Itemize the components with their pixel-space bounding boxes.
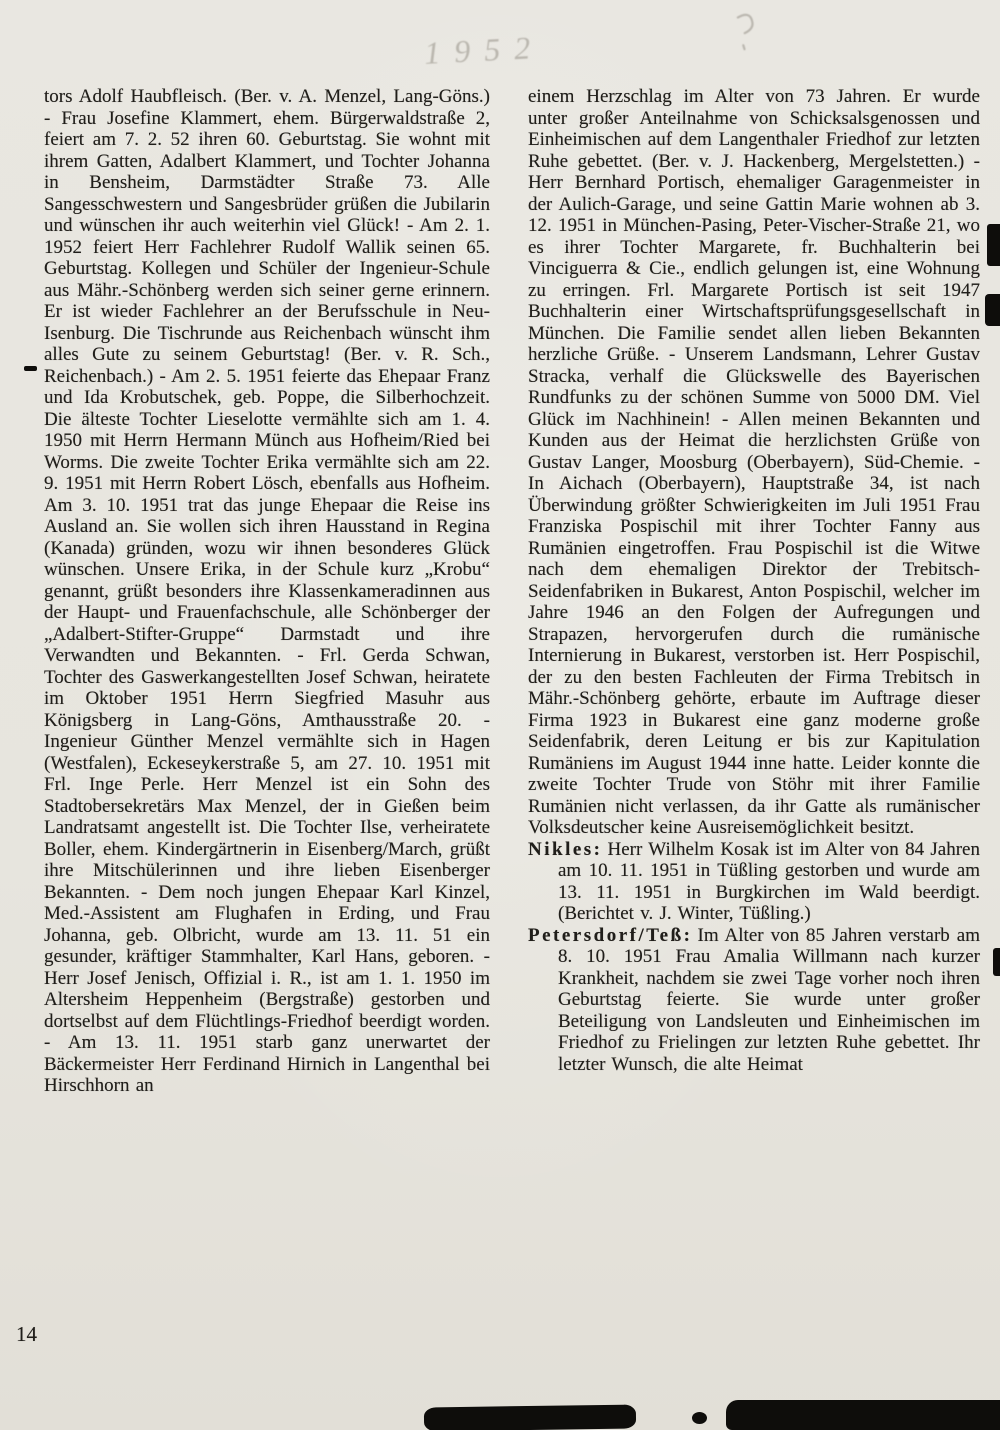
scan-artifact-left-dash (24, 366, 37, 371)
entry-nikles-label: Nikles: (528, 838, 603, 860)
entry-nikles-text: Herr Wilhelm Kosak ist im Alter von 84 Jahren am 10. 11. 1951 in Tüßling gestorben und wurde am 13. 11. 1951 in Burgkirchen im Wald beerdigt. (Berichtet v. J. Winter, Tüßling.) (558, 838, 980, 924)
left-column (44, 86, 490, 1097)
entry-petersdorf (528, 925, 980, 1076)
right-column (528, 86, 980, 1097)
page-number: 14 (16, 1322, 37, 1346)
scan-artifact-bottom-dot (692, 1412, 707, 1424)
scan-artifact-right-top (987, 224, 1000, 266)
entry-petersdorf-text: Im Alter von 85 Jahren verstarb am 8. 10. 1951 Frau Amalia Willmann nach kurzer Krankheit, nachdem sie zwei Tage vorher noch ihren Geburtstag feierte. Sie wurde unter großer Beteiligung von Landsleuten und Einheimischen im Friedhof zu Frielingen zur letzten Ruhe gebettet. Ihr letzter Wunsch, die alte Heimat (558, 924, 980, 1075)
scan-artifact-bottom-right (726, 1400, 1000, 1430)
entry-nikles (528, 839, 980, 925)
handwritten-mark: 1952 (423, 28, 546, 71)
obituary-text-left: tors Adolf Haubfleisch. (Ber. v. A. Menzel, Lang-Göns.) - Frau Josefine Klammert, ehem. Bürgerwaldstraße 2, feiert am 7. 2. 52 ihren 60. Geburtstag. Sie wohnt mit ihrem Gatten, Adalbert Klammert, und Tochter Johanna in Bensheim, Darmstädter Straße 73. Alle Sangesschwestern und Sangesbrüder grüßen die Jubilarin und wünschen ihr auch weiterhin viel Glück! - Am 2. 1. 1952 feiert Herr Fachlehrer Rudolf Wallik seinen 65. Geburtstag. Kollegen und Schüler der Ingenieur-Schule aus Mähr.-Schönberg werden sich seiner gerne erinnern. Er ist wieder Fachlehrer an der Berufsschule in Neu-Isenburg. Die Tischrunde aus Reichenbach wünscht ihm alles Gute zu seinem Geburtstag! (Ber. v. R. Sch., Reichenbach.) - Am 2. 5. 1951 feierte das Ehepaar Franz und Ida Krobutschek, geb. Poppe, die Silberhochzeit. Die älteste Tochter Lieselotte vermählte sich am 1. 4. 1950 mit Herrn Hermann Münch aus Hofheim/Ried bei Worms. Die zweite Tochter Erika vermählte sich am 22. 9. 1951 mit Herrn Robert Lösch, ebenfalls aus Hofheim. Am 3. 10. 1951 trat das junge Ehepaar die Reise ins Ausland an. Sie wollen sich ihren Hausstand in Regina (Kanada) gründen, wozu wir ihnen besonderes Glück wünschen. Unsere Erika, in der Schule kurz „Krobu“ genannt, grüßt besonders ihre Klassenkameradinnen aus der Haupt- und Frauenfachschule, alle Schönberger der „Adalbert-Stifter-Gruppe“ Darmstadt und ihre Verwandten und Bekannten. - Frl. Gerda Schwan, Tochter des Gaswerkangestellten Josef Schwan, heiratete im Oktober 1951 Herrn Siegfried Masuhr aus Königsberg in Lang-Göns, Amthausstraße 20. - Ingenieur Günther Menzel vermählte sich in Hagen (Westfalen), Eckeseykerstraße 5, am 27. 10. 1951 mit Frl. Inge Perle. Herr Menzel ist ein Sohn des Stadtobersekretärs Max Menzel, der in Gießen beim Landratsamt angestellt ist. Die Tochter Ilse, verheiratete Boller, ehem. Kindergärtnerin in Eisenberg/March, grüßt ihre Mitschülerinnen und ihre lieben Eisenberger Bekannten. - Dem noch jungen Ehepaar Karl Kinzel, Med.-Assistent am Flughafen in Erding, und Frau Johanna, geb. Olbricht, wurde am 13. 11. 51 ein gesunder, kräftiger Stammhalter, Karl Hans, geboren. - Herr Josef Jenisch, Offizial i. R., ist am 1. 1. 1950 im Altersheim Heppenheim (Bergstraße) gestorben und dortselbst auf dem Flüchtlings-Friedhof beerdigt worden. - Am 13. 11. 1951 starb ganz unerwartet der Bäckermeister Herr Ferdinand Hirnich in Langenthal bei Hirschhorn an (44, 86, 490, 1096)
scan-artifact-right-middle (993, 948, 1000, 976)
obituary-text-right: einem Herzschlag im Alter von 73 Jahren. Er wurde unter großer Anteilnahme von Schicksalsgenossen und Einheimischen auf dem Langenthaler Friedhof zur letzten Ruhe gebettet. (Ber. v. J. Hackenberg, Mergelstetten.) - Herr Bernhard Portisch, ehemaliger Garagenmeister in der Aulich-Garage, und seine Gattin Marie wohnen ab 3. 12. 1951 in München-Pasing, Peter-Vischer-Straße 21, wo es ihrer Tochter Margarete, fr. Buchhalterin bei Vinciguerra & Cie., endlich gelungen ist, eine Wohnung zu erringen. Frl. Margarete Portisch ist seit 1947 Buchhalterin einer Wirtschaftsprüfungsgesellschaft in München. Die Familie sendet allen lieben Bekannten herzliche Grüße. - Unserem Landsmann, Lehrer Gustav Stracka, verhalf die Glückswelle des Bayerischen Rundfunks zu der schönen Summe von 5000 DM. Viel Glück im Nachhinein! - Allen meinen Bekannten und Kunden aus der Heimat die herzlichsten Grüße von Gustav Langer, Moosburg (Oberbayern), Süd-Chemie. - In Aichach (Oberbayern), Hauptstraße 34, ist nach Überwindung größter Schwierigkeiten im Juli 1951 Frau Franziska Pospischil mit ihrer Tochter Fanny aus Rumänien eingetroffen. Frau Pospischil ist die Witwe nach dem ehemaligen Direktor der Trebitsch-Seidenfabriken in Bukarest, Anton Pospischil, welcher im Jahre 1946 an den Folgen der Aufregungen und Strapazen, hervorgerufen durch die rumänische Internierung in Bukarest, verstorben ist. Herr Pospischil, der zu den besten Fachleuten der Firma Trebitsch in Mähr.-Schönberg gehörte, erbaute im Auftrage dieser Firma 1923 in Bukarest eine ganz moderne große Seidenfabrik, deren Leitung er bis zur Kapitulation Rumäniens im August 1944 inne hatte. Leider konnte die zweite Tochter Trude von Stöhr mit ihrer Familie Rumänien nicht verlassen, da ihr Gatte als rumänischer Volksdeutscher keine Ausreisemöglichkeit besitzt. (528, 86, 980, 838)
scan-artifact-bottom-left (424, 1405, 636, 1430)
entry-petersdorf-label: Petersdorf/Teß: (528, 924, 693, 946)
scan-artifact-right-upper (985, 294, 1000, 326)
